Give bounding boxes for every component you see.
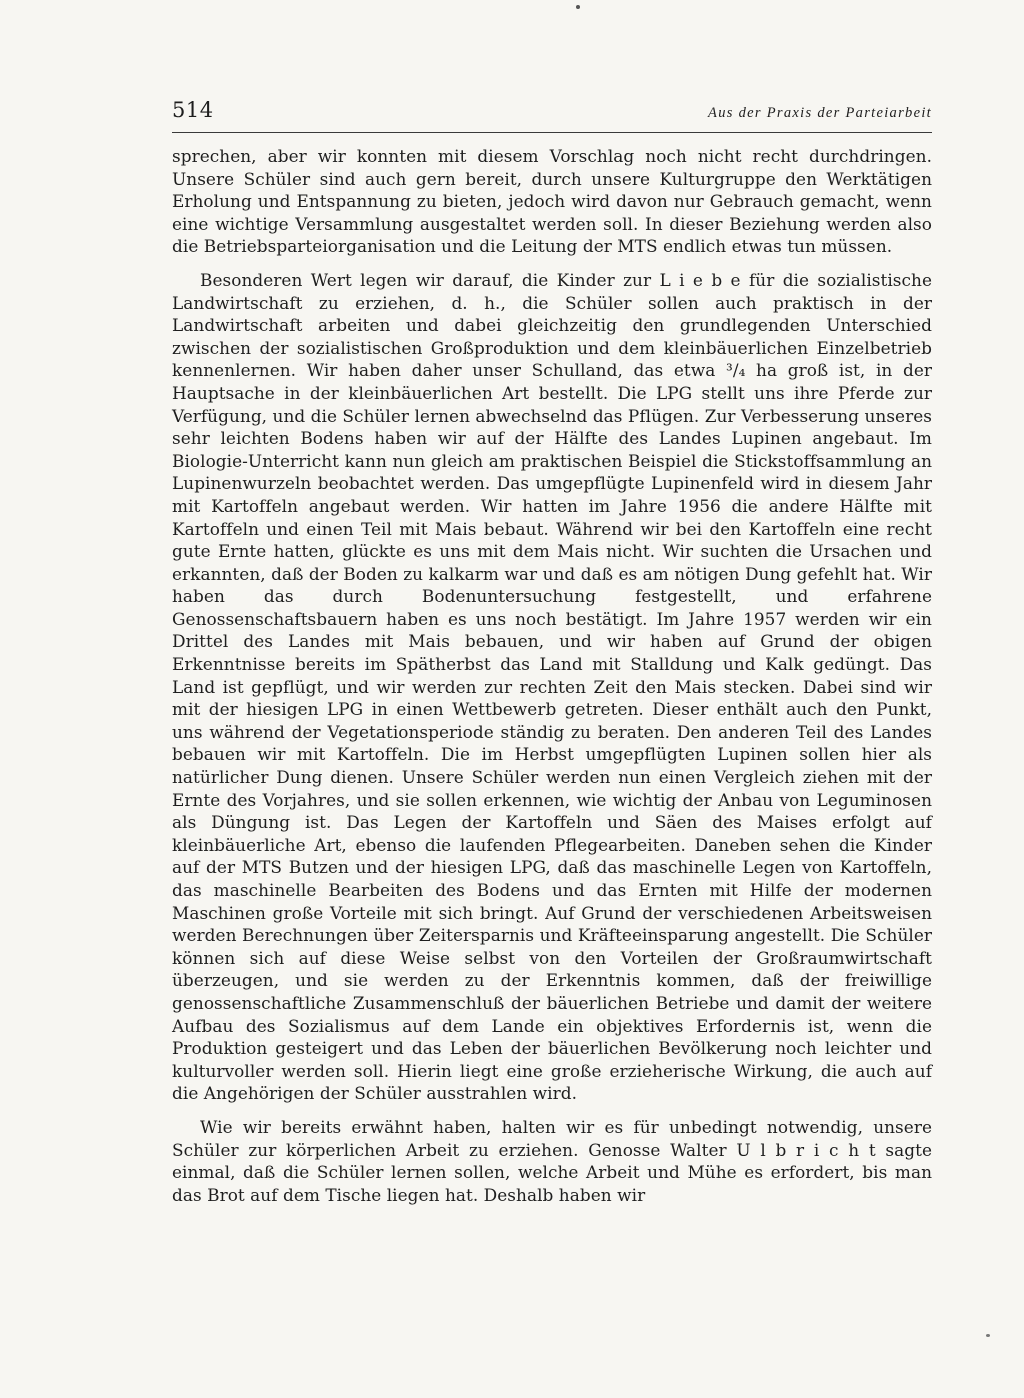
paragraph-2: Besonderen Wert legen wir darauf, die Kinder zur L i e b e für die sozialistische Landwirtschaft zu erziehen, d. h., die Schüler sollen auch praktisch in der Landwirtschaft arbeiten und dabei gleichzeitig den grundlegenden Unterschied zwischen der sozialistischen Großproduktion und dem kleinbäuerlichen Einzelbetrieb kennenlernen. Wir haben daher unser Schulland, das etwa ³/₄ ha groß ist, in der Hauptsache in der kleinbäuerlichen Art bestellt. Die LPG stellt uns ihre Pferde zur Verfügung, und die Schüler lernen abwechselnd das Pflügen. Zur Verbesserung unseres sehr leichten Bodens haben wir auf der Hälfte des Landes Lupinen angebaut. Im Biologie-Unterricht kann nun gleich am praktischen Beispiel die Stickstoffsammlung an Lupinenwurzeln beobachtet werden. Das umgepflügte Lupinenfeld wird in diesem Jahr mit Kartoffeln angebaut werden. Wir hatten im Jahre 1956 die andere Hälfte mit Kartoffeln und einen Teil mit Mais bebaut. Während wir bei den Kartoffeln eine recht gute Ernte hatten, glückte es uns mit dem Mais nicht. Wir suchten die Ursachen und erkannten, daß der Boden zu kalkarm war und daß es am nötigen Dung gefehlt hat. Wir haben das durch Bodenuntersuchung festgestellt, und erfahrene Genossenschaftsbauern haben es uns noch bestätigt. Im Jahre 1957 werden wir ein Drittel des Landes mit Mais bebauen, und wir haben auf Grund der obigen Erkenntnisse bereits im Spätherbst das Land mit Stalldung und Kalk gedüngt. Das Land ist gepflügt, und wir werden zur rechten Zeit den Mais stecken. Dabei sind wir mit der hiesigen LPG in einen Wettbewerb getreten. Dieser enthält auch den Punkt, uns während der Vegetationsperiode ständig zu beraten. Den anderen Teil des Landes bebauen wir mit Kartoffeln. Die im Herbst umgepflügten Lupinen sollen hier als natürlicher Dung dienen. Unsere Schüler werden nun einen Vergleich ziehen mit der Ernte des Vorjahres, und sie sollen erkennen, wie wichtig der Anbau von Leguminosen als Düngung ist. Das Legen der Kartoffeln und Säen des Maises erfolgt auf kleinbäuerliche Art, ebenso die laufenden Pflegearbeiten. Daneben sehen die Kinder auf der MTS Butzen und der hiesigen LPG, daß das maschinelle Legen von Kartoffeln, das maschinelle Bearbeiten des Bodens und das Ernten mit Hilfe der modernen Maschinen große Vorteile mit sich bringt. Auf Grund der verschiedenen Arbeitsweisen werden Berechnungen über Zeitersparnis und Kräfteeinsparung angestellt. Die Schüler können sich auf diese Weise selbst von den Vorteilen der Großraumwirtschaft überzeugen, und sie werden zu der Erkenntnis kommen, daß der freiwillige genossenschaftliche Zusammenschluß der bäuerlichen Betriebe und damit der weitere Aufbau des Sozialismus auf dem Lande ein objektives Erfordernis ist, wenn die Produktion gesteigert und das Leben der bäuerlichen Bevölkerung noch leichter und kulturvoller werden soll. Hierin liegt eine große erzieherische Wirkung, die auch auf die Angehörigen der Schüler ausstrahlen wird. (172, 269, 932, 1104)
print-speck (576, 5, 580, 9)
running-head: Aus der Praxis der Parteiarbeit (708, 105, 932, 121)
page-header (172, 98, 932, 132)
paragraph-3: Wie wir bereits erwähnt haben, halten wir es für unbedingt notwendig, unsere Schüler zur körperlichen Arbeit zu erziehen. Genosse Walter U l b r i c h t sagte einmal, daß die Schüler lernen sollen, welche Arbeit und Mühe es erfordert, bis man das Brot auf dem Tische liegen hat. Deshalb haben wir (172, 1116, 932, 1205)
header-rule (172, 132, 932, 133)
print-speck (986, 1334, 990, 1337)
paragraph-1: sprechen, aber wir konnten mit diesem Vorschlag noch nicht recht durchdringen. Unsere Schüler sind auch gern bereit, durch unsere Kulturgruppe den Werktätigen Erholung und Entspannung zu bieten, jedoch wird davon nur Gebrauch gemacht, wenn eine wichtige Versammlung ausgestaltet werden soll. In dieser Beziehung werden also die Betriebsparteiorganisation und die Leitung der MTS endlich etwas tun müssen. (172, 146, 932, 257)
document-page (172, 98, 932, 1217)
page-number: 514 (172, 98, 214, 122)
